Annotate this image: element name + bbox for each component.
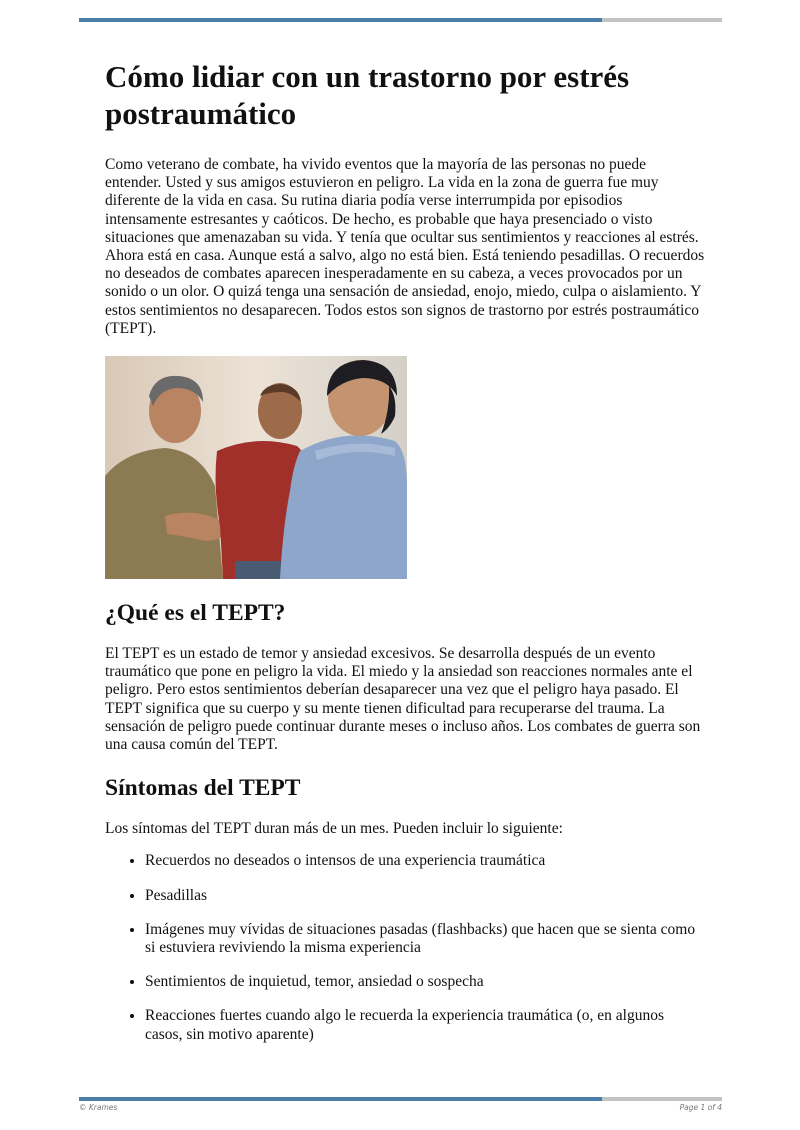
list-item: • Recuerdos no deseados o intensos de una experiencia traumática [145,852,705,870]
document-body [105,58,705,1060]
list-item: • Reacciones fuertes cuando algo le recuerda la experiencia traumática (o, en algunos casos, sin motivo aparente) [145,1007,705,1043]
page-title: Cómo lidiar con un trastorno por estrés postraumático [105,59,630,131]
list-item: • Imágenes muy vívidas de situaciones pasadas (flashbacks) que hacen que se sienta como si estuviera reviviendo la misma experiencia [145,921,705,957]
section-heading-symptoms: Síntomas del TEPT [105,775,301,802]
footer-rule-remainder [602,1097,722,1101]
section-paragraph-what-is-ptsd: El TEPT es un estado de temor y ansiedad excesivos. Se desarrolla después de un evento traumático que pone en peligro la vida. El miedo y la ansiedad son reacciones normales ante el peligro. Pero estos sentimientos deberían desaparecer una vez que el peligro haya pasado. El TEPT significa que su cuerpo y su mente tienen dificultad para recuperarse del trauma. La sensación de peligro puede continuar durante meses o incluso años. Los combates de guerra son una causa común del TEPT. [105,645,701,754]
header-rule-progress [79,18,602,22]
symptoms-intro: Los síntomas del TEPT duran más de un mes. Pueden incluir lo siguiente: [105,820,563,838]
header-rule [79,18,722,22]
intro-paragraph: Como veterano de combate, ha vivido eventos que la mayoría de las personas no puede entender. Usted y sus amigos estuvieron en peligro. La vida en la zona de guerra fue muy diferente de la vida en casa. Su rutina diaria podía verse interrumpida por episodios intensamente estresantes y caóticos. De hecho, es probable que haya presenciado o visto situaciones que amenazaban su vida. Y tenía que ocultar sus sentimientos y reacciones al estrés. Ahora está en casa. Aunque está a salvo, algo no está bien. Está teniendo pesadillas. O recuerdos no deseados de combates aparecen inesperadamente en su cabeza, a veces provocados por un sonido o un olor. O quizá tenga una sensación de ansiedad, enojo, miedo, culpa o aislamiento. Y estos sentimientos no desaparecen. Todos estos son signos de trastorno por estrés postraumático (TEPT). [105,156,705,337]
footer-copyright: © Krames [79,1103,118,1112]
counseling-group-photo [105,356,407,579]
footer-page-number: Page 1 of 4 [679,1103,722,1112]
header-rule-remainder [602,18,722,22]
list-item: • Sentimientos de inquietud, temor, ansiedad o sospecha [145,973,705,991]
symptoms-list [105,852,705,1043]
section-heading-what-is-ptsd: ¿Qué es el TEPT? [105,600,286,627]
list-item: • Pesadillas [145,887,705,905]
footer-rule [79,1097,722,1101]
footer-rule-progress [79,1097,602,1101]
